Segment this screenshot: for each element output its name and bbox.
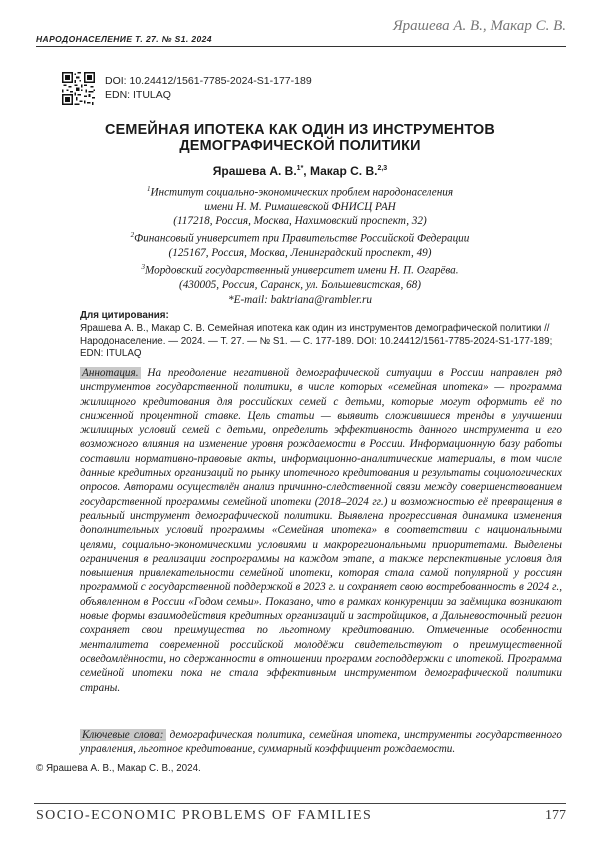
author-name: Ярашева А. В. [212, 164, 297, 178]
abstract-label: Аннотация. [82, 367, 139, 379]
doi-link[interactable]: DOI: 10.24412/1561-7785-2024-S1-177-189 [105, 75, 312, 87]
footer-divider [34, 803, 566, 804]
affiliation-number: 1 [146, 185, 151, 193]
edn-code: EDN: ITULAQ [105, 89, 171, 101]
affiliation-line: $^2$Финансовый университет при Правительстве Российской Федерации [130, 231, 470, 246]
affiliation-number: 2 [130, 231, 135, 240]
author-affiliation-mark: 1* [296, 165, 304, 172]
affiliation-line: имени Н. М. Римашевской ФНИСЦ РАН [204, 200, 396, 213]
affiliation-line: (117218, Россия, Москва, Нахимовский проспект, 32) [173, 215, 427, 228]
author-name: Макар С. В. [309, 164, 378, 178]
header-divider [36, 46, 566, 47]
affiliation-number: 3 [141, 263, 145, 272]
running-head-authors: Ярашева А. В., Макар С. В. [392, 18, 566, 34]
keywords-text: демографическая политика, семейная ипотека, инструменты государственного управления, льготное кредитование, суммарный коэффициент рождаемости. [80, 729, 562, 756]
affiliation-line: $^1$Институт социально-экономических проблем народонаселения [146, 185, 454, 199]
citation-block [80, 310, 562, 361]
abstract-text: На преодоление негативной демографической ситуации в России направлен ряд инструментов государственной политики, в числе которых «семейная ипотека» — программа жилищного кредитования для российских семей с детьми, которые могут оформить её по сниженной процентной ставке. Цель статьи — выявить сложившиеся тренды в улучшении жилищных условий семей с детьми, определить эффективность данного инструмента и его возможного влияния на изменение уровня рождаемости в России. Информационную базу работы составили нормативно-правовые акты, информационно-аналитические материалы, в том числе данные кредитных организаций по рынку ипотечного кредитования и результаты социологических опросов. Авторами осуществлён анализ причинно-следственной связи между совершенствованием государственной программы семейной ипотеки (2018–2024 гг.) и возможностью её превращения в реальный инструмент демографической политики. Выявлена прогрессивная динамика изменения дополнительных условий программы «Семейная ипотека» в соответствии с национальными целями, социально-экономическими условиями и макрорегиональными приоритетами. Выделены ограничения в реализации госпрограммы на каждом этапе, а также перспективные условия для повышения привлекательности семейной ипотеки, которая стала самой популярной у россиян программой с государственной поддержкой в 2023 г. и сохраняет свою востребованность в 2024 г., объявленном в России «Годом семьи». Показано, что в рамках конкуренции за заёмщика возникают новые формы взаимодействия кредитных организаций и застройщиков, а Дальневосточный регион сохраняет свои преимущества по льготному кредитованию. Отмеченные особенности менталитета современной российской молодёжи свидетельствуют о преимущественной осведомлённости, но сдержанности в отношении программ господдержки с ипотекой. Программа семейной ипотеки пока не стала эффективным инструментом демографической политики страны. [80, 367, 563, 694]
article-title-line: СЕМЕЙНАЯ ИПОТЕКА КАК ОДИН ИЗ ИНСТРУМЕНТОВ [105, 122, 495, 138]
running-head-journal: НАРОДОНАСЕЛЕНИЕ Т. 27. № S1. 2024 [36, 34, 212, 44]
footer-journal-name: SOCIO-ECONOMIC PROBLEMS OF FAMILIES [36, 808, 373, 823]
abstract [80, 366, 562, 695]
citation-label: Для цитирования: [80, 310, 169, 321]
identifiers [105, 74, 312, 102]
page-number: 177 [545, 808, 566, 823]
author-affiliation-mark: 2,3 [377, 165, 388, 172]
article-title [40, 122, 560, 154]
author-separator: , [303, 164, 310, 178]
contact-email[interactable]: *E-mail: baktriana@rambler.ru [228, 294, 372, 306]
qr-code-icon [62, 72, 95, 105]
affiliations [60, 182, 540, 293]
affiliation-line: (430005, Россия, Саранск, ул. Большевистская, 68) [178, 279, 422, 292]
citation-text: Ярашева А. В., Макар С. В. Семейная ипотека как один из инструментов демографической политики // Народонаселение. — 2024. — Т. 27. — № S1. — С. 177-189. DOI: 10.24412/1561-7785-2024-S1-177-189; EDN: ITULAQ [80, 322, 553, 360]
affiliation-line: (125167, Россия, Москва, Ленинградский проспект, 49) [168, 247, 432, 260]
copyright-notice: © Ярашева А. В., Макар С. В., 2024. [36, 763, 201, 774]
keywords-label: Ключевые слова: [82, 729, 164, 741]
keywords [80, 728, 562, 757]
affiliation-line: $^3$Мордовский государственный университет имени Н. П. Огарёва. [141, 263, 459, 278]
author-list [0, 164, 600, 178]
article-title-line: ДЕМОГРАФИЧЕСКОЙ ПОЛИТИКИ [179, 138, 421, 154]
